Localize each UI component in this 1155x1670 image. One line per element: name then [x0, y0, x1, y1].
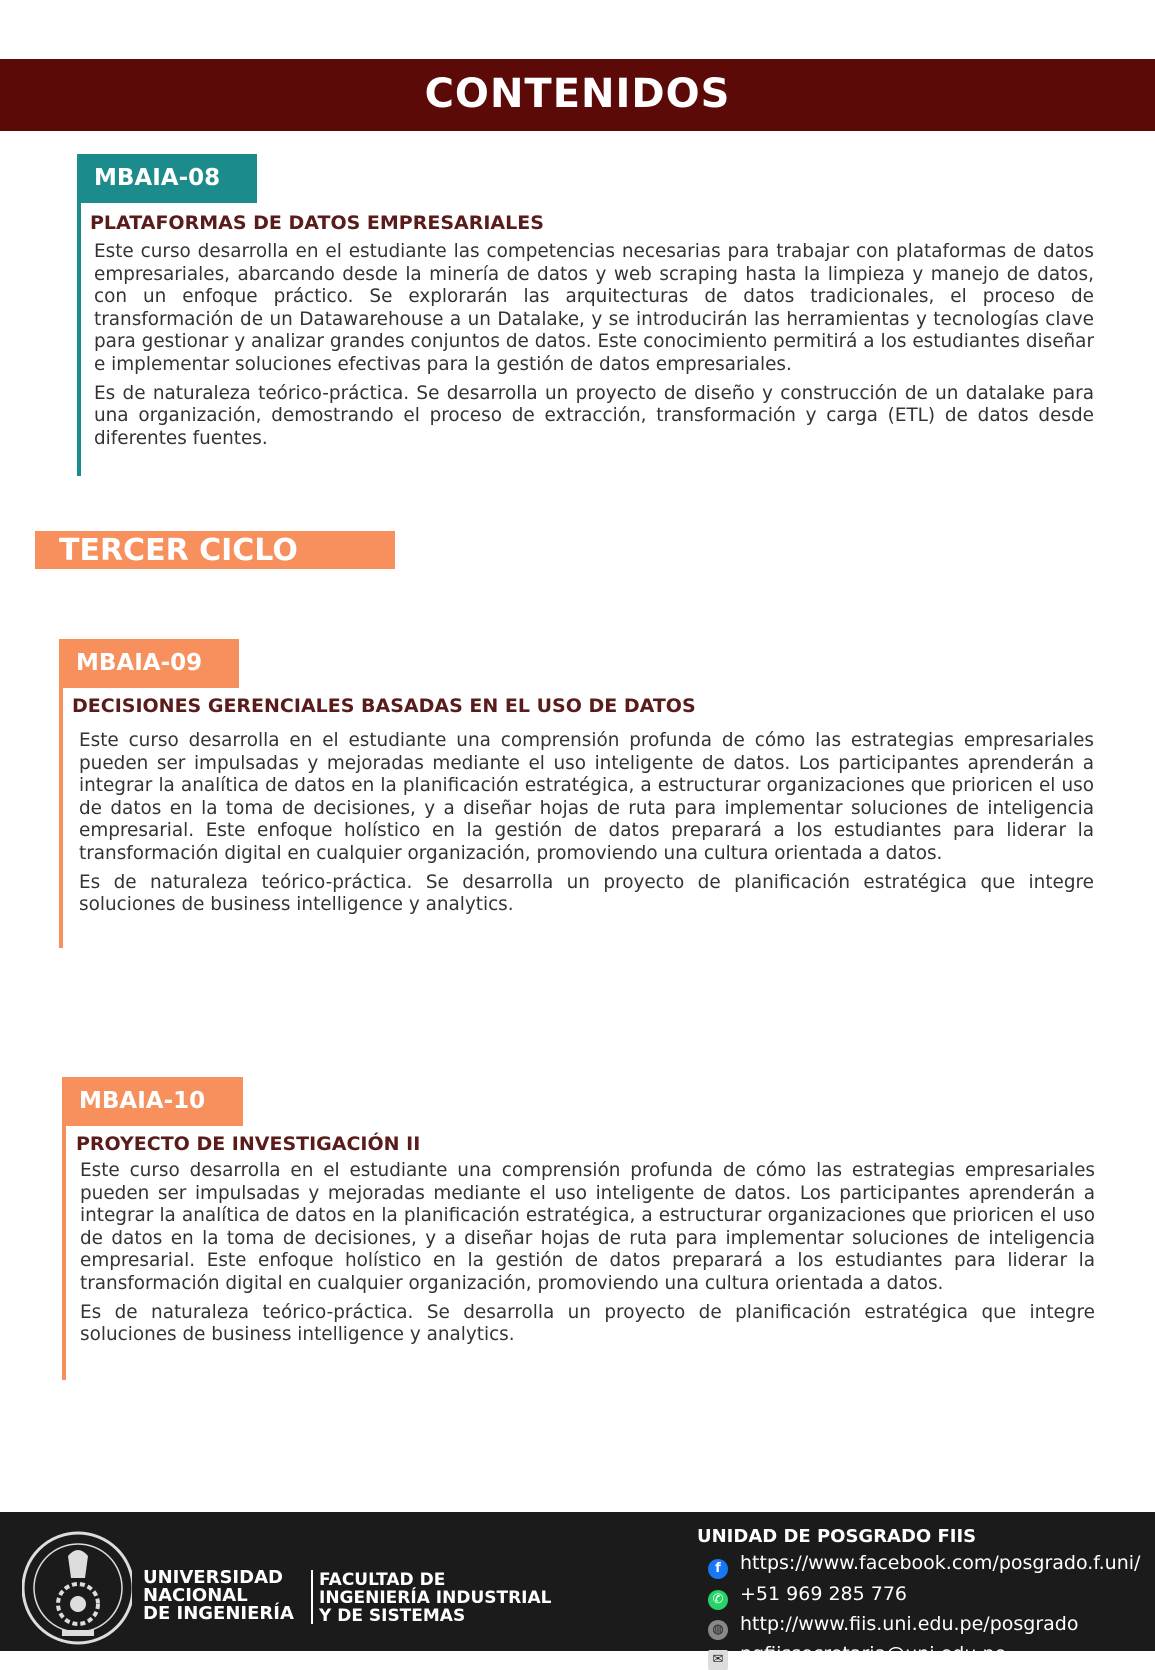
cycle-band: [35, 531, 395, 569]
course-code-tab: MBAIA-08: [77, 154, 257, 203]
course-title: PROYECTO DE INVESTIGACIÓN II: [76, 1133, 421, 1155]
faculty-name: FACULTAD DE INGENIERÍA INDUSTRIAL Y DE SISTEMAS: [319, 1570, 552, 1626]
course-paragraph: Es de naturaleza teórico-práctica. Se desarrolla un proyecto de planificación estratégica que integre soluciones de business intelligence y analytics.: [79, 871, 1094, 916]
course-title: DECISIONES GERENCIALES BASADAS EN EL USO DE DATOS: [72, 695, 696, 717]
course-mbaia-10: [62, 1077, 1095, 1380]
globe-icon: ◍: [708, 1620, 728, 1640]
course-accent-bar: [62, 1126, 66, 1380]
website-link[interactable]: ◍ http://www.fiis.uni.edu.pe/posgrado: [708, 1613, 1078, 1640]
course-title: PLATAFORMAS DE DATOS EMPRESARIALES: [90, 212, 544, 234]
course-paragraph: Este curso desarrolla en el estudiante una comprensión profunda de cómo las estrategias empresariales pueden ser impulsadas y mejoradas mediante el uso inteligente de datos. Los participantes aprenderán a integrar la analítica de datos en la planificación estratégica, a estructurar organizaciones que prioricen el uso de datos en la toma de decisiones, y a diseñar hojas de ruta para implementar soluciones de inteligencia empresarial. Este enfoque holístico en la gestión de datos preparará a los estudiantes para liderar la transformación digital en cualquier organización, promoviendo una cultura orientada a datos.: [80, 1160, 1095, 1294]
cycle-label: TERCER CICLO: [59, 533, 298, 568]
facebook-link[interactable]: f https://www.facebook.com/posgrado.f.uni/: [708, 1552, 1140, 1579]
course-paragraph: Es de naturaleza teórico-práctica. Se desarrolla un proyecto de diseño y construcción de un datalake para una organización, demostrando el proceso de extracción, transformación y carga (ETL) de datos desde diferentes fuentes.: [94, 382, 1094, 449]
university-name: UNIVERSIDAD NACIONAL DE INGENIERÍA: [143, 1567, 294, 1624]
page-title: CONTENIDOS: [424, 71, 731, 117]
course-accent-bar: [59, 688, 63, 948]
course-mbaia-09: [59, 639, 1095, 949]
course-description: [80, 1160, 1095, 1353]
contact-title: UNIDAD DE POSGRADO FIIS: [697, 1526, 977, 1547]
course-code-tab: MBAIA-10: [62, 1077, 243, 1126]
course-paragraph: Es de naturaleza teórico-práctica. Se desarrolla un proyecto de planificación estratégica que integre soluciones de business intelligence y analytics.: [80, 1301, 1095, 1346]
footer: [0, 1512, 1155, 1667]
header-band: [0, 59, 1155, 131]
footer-divider: [311, 1570, 313, 1624]
course-paragraph: Este curso desarrolla en el estudiante una comprensión profunda de cómo las estrategias empresariales pueden ser impulsadas y mejoradas mediante el uso inteligente de datos. Los participantes aprenderán a integrar la analítica de datos en la planificación estratégica, a estructurar organizaciones que prioricen el uso de datos en la toma de decisiones, y a diseñar hojas de ruta para implementar soluciones de inteligencia empresarial. Este enfoque holístico en la gestión de datos preparará a los estudiantes para liderar la transformación digital en cualquier organización, promoviendo una cultura orientada a datos.: [79, 730, 1094, 864]
course-accent-bar: [77, 203, 81, 476]
university-seal-icon: [22, 1526, 132, 1656]
facebook-icon: f: [708, 1559, 728, 1579]
course-mbaia-08: [77, 154, 1095, 476]
course-paragraph: Este curso desarrolla en el estudiante las competencias necesarias para trabajar con plataformas de datos empresariales, abarcando desde la minería de datos y web scraping hasta la limpieza y manejo de datos, con un enfoque práctico. Se explorarán las arquitecturas de datos tradicionales, el proceso de transformación de un Datawarehouse a un Datalake, y se introducirán las herramientas y tecnologías clave para gestionar y analizar grandes conjuntos de datos. Este conocimiento permitirá a los estudiantes diseñar e implementar soluciones efectivas para la gestión de datos empresariales.: [94, 241, 1094, 375]
mail-icon: ✉: [708, 1650, 728, 1670]
email-link[interactable]: ✉ pgfiissecretaria@uni.edu.pe: [708, 1643, 1006, 1670]
whatsapp-icon: ✆: [708, 1590, 728, 1610]
course-description: [79, 730, 1094, 923]
course-description: [94, 241, 1094, 456]
phone-link[interactable]: ✆ +51 969 285 776: [708, 1583, 907, 1610]
course-code-tab: MBAIA-09: [59, 639, 239, 688]
